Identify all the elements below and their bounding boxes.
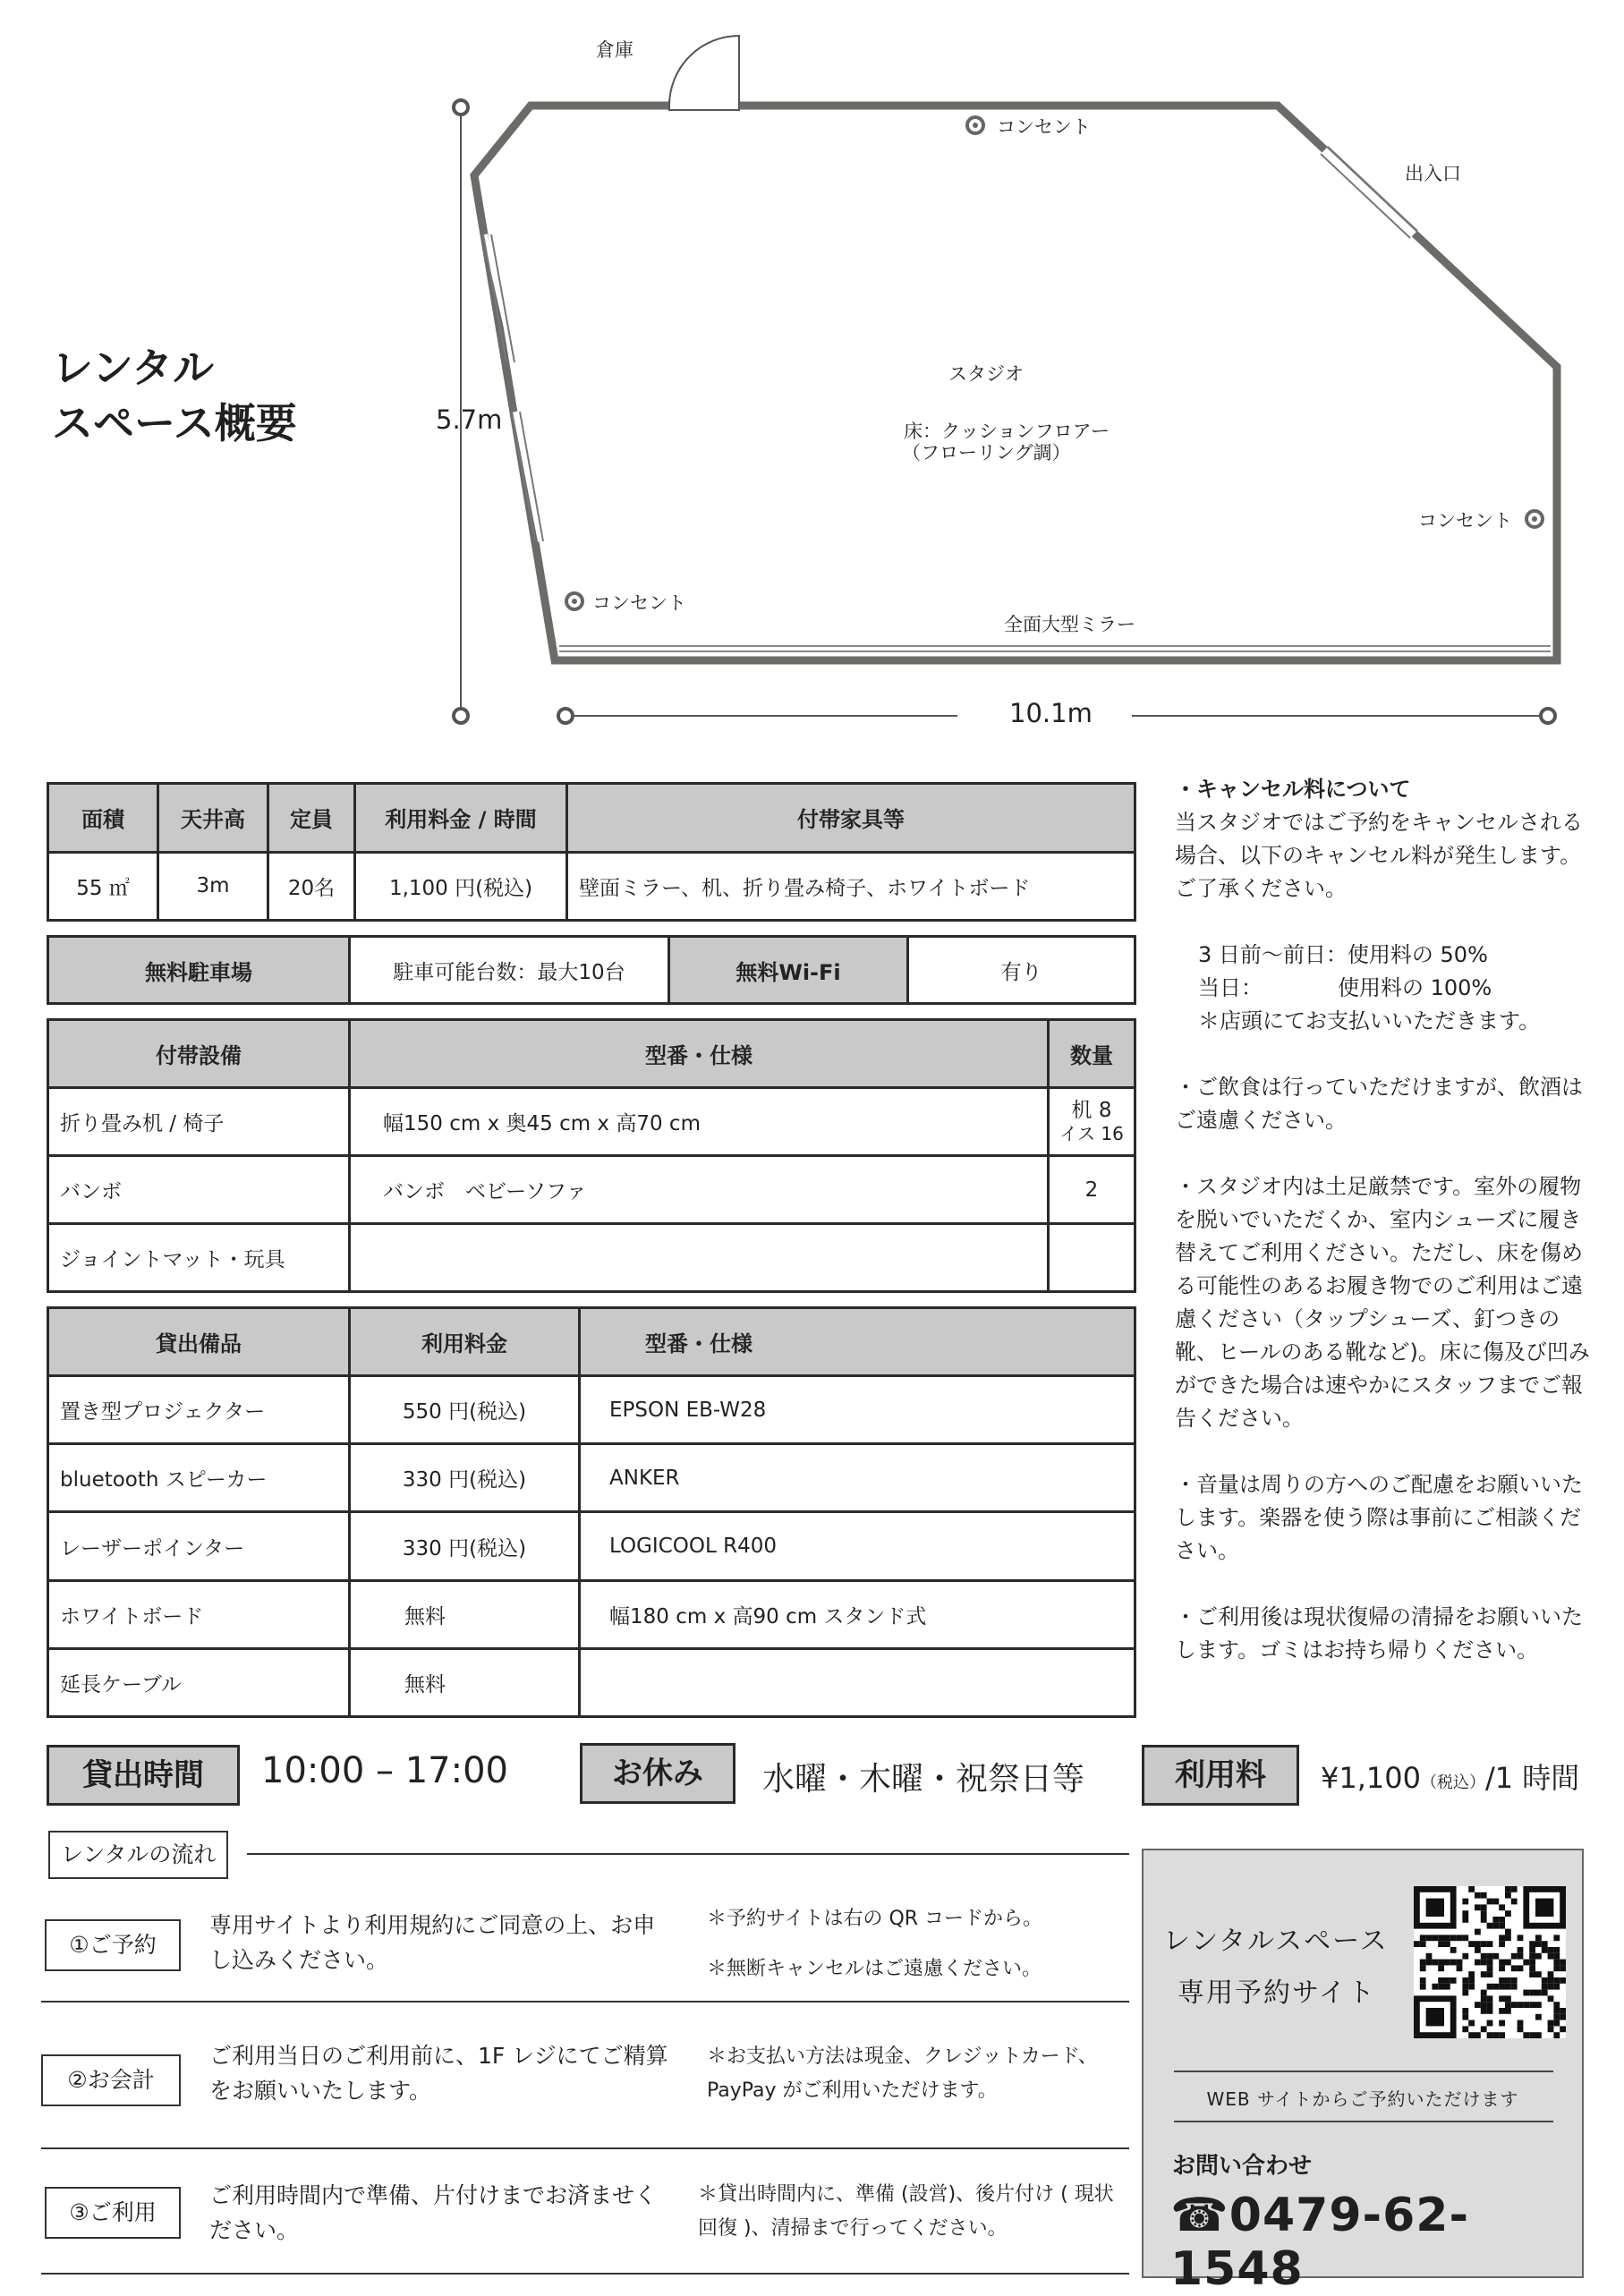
- rental-price: 330 円(税込): [350, 1512, 580, 1580]
- outlet-label-top: コンセント: [997, 116, 1091, 138]
- closed-value: 水曜・木曜・祝祭日等: [762, 1761, 1085, 1798]
- outlet-label-left: コンセント: [592, 592, 686, 614]
- equipment-header-name: 付帯設備: [48, 1020, 350, 1088]
- rental-price: 無料: [350, 1648, 580, 1716]
- mirror-label: 全面大型ミラー: [1004, 614, 1135, 635]
- rental-table: [47, 1306, 1136, 1718]
- table-row: [48, 1376, 1135, 1444]
- equipment-qty: 2: [1049, 1156, 1135, 1224]
- table-row: [48, 1444, 1135, 1512]
- equipment-name: 折り畳み机 / 椅子: [48, 1088, 350, 1156]
- step-reserve-note-2: ＊無断キャンセルはご遠慮ください。: [707, 1958, 1042, 1980]
- flow-divider: [41, 2273, 1129, 2275]
- booking-rule: [1174, 2071, 1553, 2072]
- rental-spec: EPSON EB-W28: [580, 1376, 1135, 1444]
- cancel-body: 当スタジオではご予約をキャンセルされる場合、以下のキャンセル料が発生します。ご了承ください。: [1175, 810, 1583, 901]
- storage-label: 倉庫: [596, 39, 633, 61]
- closed-label: お休み: [580, 1743, 735, 1804]
- cancel-fee-2: 当日： 使用料の 100%: [1198, 975, 1492, 1000]
- rental-name: ホワイトボード: [48, 1580, 350, 1648]
- hours-label: 貸出時間: [47, 1745, 240, 1806]
- rental-spec: LOGICOOL R400: [580, 1512, 1135, 1580]
- spec-header-capacity: 定員: [268, 784, 355, 853]
- fee-unit: /1 時間: [1484, 1761, 1580, 1795]
- table-row: [48, 1156, 1135, 1224]
- height-dimension: 5.7m: [436, 404, 503, 435]
- step-reserve-text: 専用サイトより利用規約にご同意の上、お申し込みください。: [209, 1912, 656, 1973]
- rental-name: 置き型プロジェクター: [48, 1376, 350, 1444]
- table-row: [48, 1088, 1135, 1156]
- entrance-window: [1321, 154, 1410, 238]
- floor-label: 床：クッションフロアー: [904, 421, 1110, 442]
- spec-header-furniture: 付帯家具等: [567, 784, 1135, 853]
- dimension-endpoint: [454, 100, 468, 115]
- equipment-qty: [1049, 1088, 1135, 1156]
- rental-spec: 幅180 cm x 高90 cm スタンド式: [580, 1580, 1135, 1648]
- parking-table: [47, 935, 1136, 1005]
- equipment-table: [47, 1018, 1136, 1293]
- contact-phone[interactable]: ☎0479-62-1548: [1170, 2189, 1470, 2296]
- equipment-qty-desk: 机 8: [1071, 1098, 1112, 1122]
- food-note: ・ご飲食は行っていただけますが、飲酒はご遠慮ください。: [1175, 1075, 1583, 1133]
- rental-header-price: 利用料金: [350, 1308, 580, 1376]
- equipment-spec: [350, 1224, 1049, 1292]
- cleanup-note: ・ご利用後は現状復帰の清掃をお願いいたします。ゴミはお持ち帰りください。: [1175, 1604, 1583, 1662]
- wifi-value: 有り: [908, 937, 1135, 1004]
- dimension-endpoint: [454, 709, 468, 723]
- equipment-qty: [1049, 1224, 1135, 1292]
- cancel-title: ・キャンセル料について: [1175, 777, 1411, 802]
- step-reserve-note-1: ＊予約サイトは右の QR コードから。: [707, 1908, 1043, 1930]
- equipment-spec: バンボ ベビーソファ: [350, 1156, 1049, 1224]
- title-line-2: スペース概要: [52, 399, 297, 447]
- spec-furniture: 壁面ミラー、机、折り畳み椅子、ホワイトボード: [567, 852, 1135, 921]
- rental-price: 550 円(税込): [350, 1376, 580, 1444]
- spec-header-fee: 利用料金 / 時間: [355, 784, 567, 853]
- equipment-header-spec: 型番・仕様: [350, 1020, 1049, 1088]
- rental-name: レーザーポインター: [48, 1512, 350, 1580]
- floor-plan: [0, 0, 1624, 752]
- shoes-note: ・スタジオ内は土足厳禁です。室外の履物を脱いでいただくか、室内シューズに履き替えてご利用ください。ただし、床を傷める可能性のあるお履き物でのご利用はご遠慮ください（タップシューズ、釘つきの靴、ヒールのある靴など)。床に傷及び凹みができた場合は速やかにスタッフまでご報告ください。: [1175, 1174, 1590, 1431]
- studio-label: スタジオ: [948, 363, 1024, 385]
- equipment-spec: 幅150 cm x 奥45 cm x 高70 cm: [350, 1088, 1049, 1156]
- fee-tax: （税込）: [1420, 1773, 1485, 1792]
- cancel-fee-3: ＊店頭にてお支払いいただきます。: [1198, 1008, 1541, 1033]
- flow-divider: [41, 2147, 1129, 2149]
- spec-area: 55 ㎡: [48, 852, 158, 921]
- width-dimension: 10.1m: [1009, 698, 1093, 728]
- notes-column: [1175, 773, 1595, 1700]
- qr-code-graphic: [1414, 1886, 1566, 2038]
- spec-ceiling: 3m: [158, 852, 268, 921]
- step-use-note: ＊貸出時間内に、準備 (設営)、後片付け ( 現状回復 )、清掃まで行ってください。: [698, 2183, 1114, 2240]
- spec-header-area: 面積: [48, 784, 158, 853]
- rental-header-spec: 型番・仕様: [580, 1308, 1135, 1376]
- step-payment-note: ＊お支払い方法は現金、クレジットカード、PayPay がご利用いただけます。: [707, 2045, 1098, 2102]
- parking-value: 駐車可能台数：最大10台: [350, 937, 669, 1004]
- step-reserve-label: ①ご予約: [45, 1919, 181, 1971]
- booking-title-1: レンタルスペース: [1163, 1926, 1389, 1957]
- spec-table: [47, 782, 1136, 922]
- contact-label: お問い合わせ: [1172, 2153, 1313, 2180]
- flow-divider: [41, 2001, 1129, 2003]
- sound-note: ・音量は周りの方へのご配慮をお願いいたします。楽器を使う際は事前にご相談ください。: [1175, 1472, 1583, 1563]
- flow-title: レンタルの流れ: [48, 1831, 228, 1879]
- dimension-endpoint: [1541, 709, 1555, 723]
- table-row: [48, 1648, 1135, 1716]
- table-row: [48, 1512, 1135, 1580]
- equipment-qty-chair: イス 16: [1059, 1122, 1124, 1144]
- web-note: WEB サイトからご予約いただけます: [1206, 2088, 1519, 2110]
- parking-label: 無料駐車場: [48, 937, 350, 1004]
- fee-value: ¥1,100: [1321, 1761, 1421, 1795]
- rental-price: 330 円(税込): [350, 1444, 580, 1512]
- flow-title-rule: [247, 1853, 1129, 1855]
- entrance-label: 出入口: [1405, 163, 1461, 184]
- spec-capacity: 20名: [268, 852, 355, 921]
- outlet-label-right: コンセント: [1418, 510, 1512, 531]
- rental-name: bluetooth スピーカー: [48, 1444, 350, 1512]
- step-use-label: ③ご利用: [45, 2187, 181, 2239]
- title-line-1: レンタル: [52, 344, 215, 392]
- rental-spec: [580, 1648, 1135, 1716]
- wifi-label: 無料Wi-Fi: [669, 937, 908, 1004]
- floor-sub-label: （フローリング調）: [902, 442, 1071, 463]
- rental-name: 延長ケーブル: [48, 1648, 350, 1716]
- equipment-header-qty: 数量: [1049, 1020, 1135, 1088]
- step-payment-label: ②お会計: [41, 2054, 181, 2106]
- equipment-name: ジョイントマット・玩具: [48, 1224, 350, 1292]
- spec-header-ceiling: 天井高: [158, 784, 268, 853]
- booking-rule: [1174, 2121, 1553, 2122]
- fee-label: 利用料: [1142, 1745, 1299, 1806]
- fee-value-group: [1321, 1756, 1579, 1797]
- rental-price: 無料: [350, 1580, 580, 1648]
- step-payment-text: ご利用当日のご利用前に、1F レジにてご精算をお願いいたします。: [209, 2043, 668, 2104]
- booking-title-2: 専用予約サイト: [1178, 1977, 1376, 2009]
- booking-panel: [1142, 1849, 1584, 2296]
- hours-value: 10:00 – 17:00: [261, 1750, 508, 1791]
- table-row: [48, 1224, 1135, 1292]
- qr-code-icon[interactable]: [1414, 1886, 1566, 2038]
- dimension-endpoint: [558, 709, 573, 723]
- rental-spec: ANKER: [580, 1444, 1135, 1512]
- cancel-fee-1: 3 日前～前日：使用料の 50%: [1198, 942, 1488, 967]
- rental-header-name: 貸出備品: [48, 1308, 350, 1376]
- storage-door-swing: [669, 36, 739, 106]
- spec-fee: 1,100 円(税込): [355, 852, 567, 921]
- step-use-text: ご利用時間内で準備、片付けまでお済ませください。: [209, 2182, 658, 2243]
- equipment-name: バンボ: [48, 1156, 350, 1224]
- table-row: [48, 1580, 1135, 1648]
